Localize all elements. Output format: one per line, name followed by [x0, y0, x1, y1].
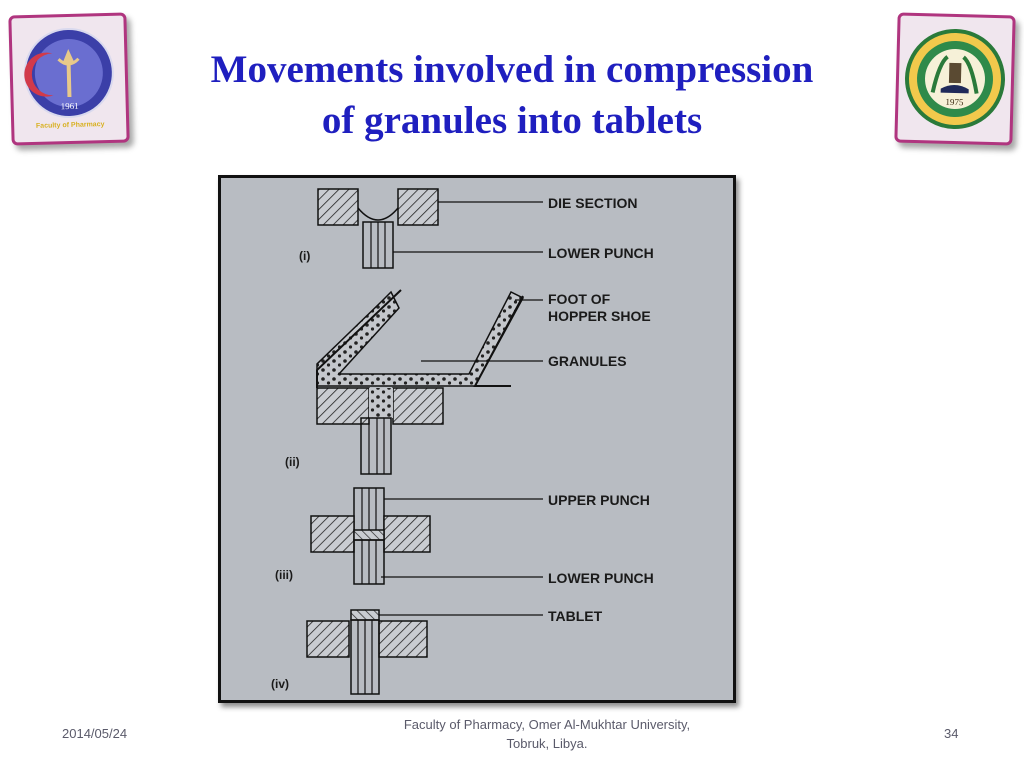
- footer-institution-line-1: Faculty of Pharmacy, Omer Al-Mukhtar University,: [403, 717, 691, 732]
- faculty-logo: [18, 22, 121, 137]
- step-label-4: (iv): [271, 677, 289, 691]
- logo-year: 1975: [945, 96, 964, 108]
- label-upper-punch: UPPER PUNCH: [548, 492, 650, 508]
- label-hopper-shoe: HOPPER SHOE: [548, 308, 651, 324]
- step-4-ejection: [307, 610, 427, 694]
- label-granules: GRANULES: [548, 353, 627, 369]
- label-die-section: DIE SECTION: [548, 195, 638, 211]
- monument-icon: [949, 63, 962, 83]
- slide-title-line-2: of granules into tablets: [321, 99, 703, 142]
- faculty-logo-frame: [8, 12, 129, 145]
- step-1-die-section: [318, 189, 438, 268]
- tablet-shape: [351, 610, 379, 620]
- step-2-hopper-shoe: [317, 290, 523, 474]
- university-logo: [902, 22, 1009, 137]
- slide-title-line-1: Movements involved in compression: [210, 48, 814, 91]
- label-foot-of: FOOT OF: [548, 291, 611, 307]
- step-label-2: (ii): [285, 455, 300, 469]
- label-lower-punch-1: LOWER PUNCH: [548, 245, 654, 261]
- step-label-3: (iii): [275, 568, 293, 582]
- granules-fill: [317, 292, 523, 386]
- logo-year: 1961: [60, 100, 79, 112]
- compression-diagram: [221, 178, 733, 700]
- label-lower-punch-2: LOWER PUNCH: [548, 570, 654, 586]
- slide-title: [150, 44, 874, 146]
- step-3-compression: [311, 488, 430, 584]
- footer-institution-line-2: Tobruk, Libya.: [506, 736, 588, 751]
- step-label-1: (i): [299, 249, 311, 263]
- footer-institution: [362, 715, 732, 753]
- compression-diagram-figure: [218, 175, 736, 703]
- university-logo-frame: [894, 12, 1015, 145]
- logo-caption: Faculty of Pharmacy: [35, 121, 105, 130]
- label-tablet: TABLET: [548, 608, 603, 624]
- page-number: 34: [944, 726, 959, 741]
- footer-date: 2014/05/24: [62, 726, 128, 741]
